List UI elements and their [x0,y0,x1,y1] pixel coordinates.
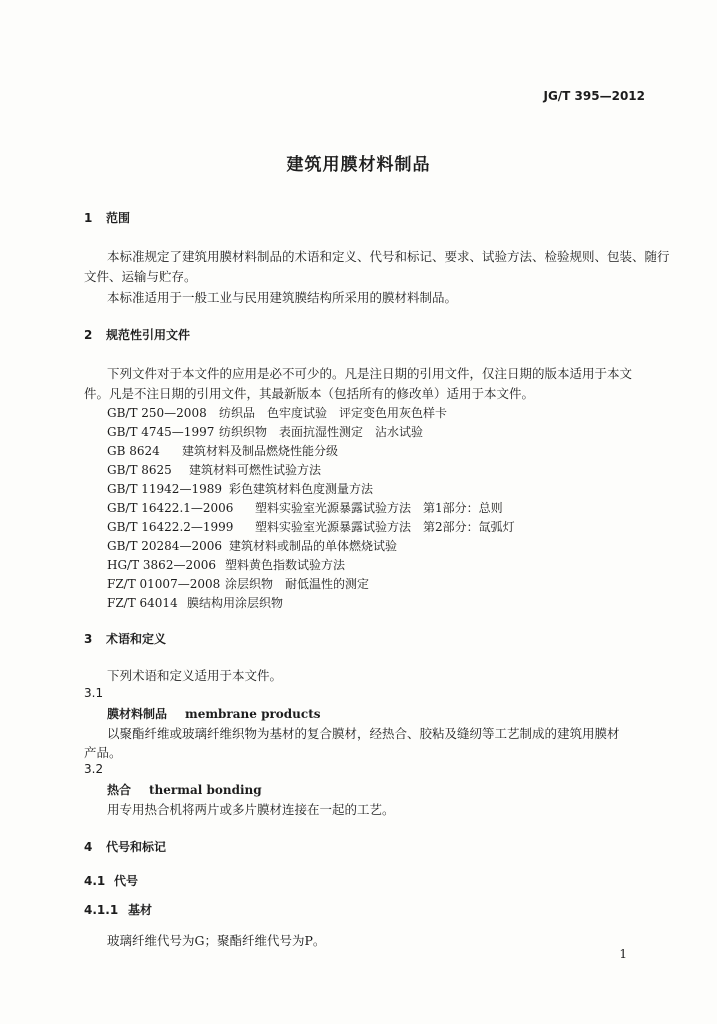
reference-code: GB/T 16422.1—2006 [107,501,234,515]
reference-item [107,423,423,440]
section-number: 4 [84,840,93,854]
reference-item [107,518,515,535]
section-title: 代号和标记 [106,840,167,854]
term-definition-line: 产品。 [84,745,122,760]
reference-item [107,556,345,573]
reference-title: 塑料实验室光源暴露试验方法 第1部分：总则 [255,501,503,515]
reference-item [107,442,338,459]
reference-title: 彩色建筑材料色度测量方法 [229,482,374,496]
subsection-number: 4.1 [84,874,106,888]
section-3-heading [84,630,166,647]
scope-paragraph-line: 文件、运输与贮存。 [84,269,197,284]
term-heading [107,781,262,798]
reference-title: 建筑材料及制品燃烧性能分级 [182,444,339,458]
reference-code: GB/T 16422.2—1999 [107,520,234,534]
reference-item [107,499,503,516]
term-definition: 用专用热合机将两片或多片膜材连接在一起的工艺。 [107,802,395,817]
reference-item [107,537,397,554]
term-definition-line: 以聚酯纤维或玻璃纤维织物为基材的复合膜材，经热合、胶粘及缝纫等工艺制成的建筑用膜材 [107,726,620,741]
reference-item [107,575,369,592]
reference-title: 建筑材料可燃性试验方法 [189,463,322,477]
section-title: 术语和定义 [106,632,167,646]
section-title: 范围 [106,211,131,225]
term-heading [107,705,321,722]
section-title: 规范性引用文件 [106,328,191,342]
reference-title: 塑料实验室光源暴露试验方法 第2部分：氙弧灯 [255,520,515,534]
term-chinese: 热合 [107,783,132,797]
reference-item [107,404,447,421]
standard-number: JG/T 395—2012 [543,89,645,103]
subsection-4-1-1-heading [84,901,152,918]
term-chinese: 膜材料制品 [107,707,168,721]
reference-code: GB 8624 [107,444,160,458]
reference-code: GB/T 20284—2006 [107,539,222,553]
reference-title: 建筑材料或制品的单体燃烧试验 [229,539,398,553]
term-english: membrane products [185,707,321,721]
page-number: 1 [619,947,627,961]
section-number: 2 [84,328,93,342]
reference-code: GB/T 4745—1997 [107,425,215,439]
section-1-heading [84,209,130,226]
term-english: thermal bonding [149,783,262,797]
scope-paragraph-line: 本标准规定了建筑用膜材料制品的术语和定义、代号和标记、要求、试验方法、检验规则、包装、随行 [107,249,670,264]
section-number: 3 [84,632,93,646]
reference-code: GB/T 8625 [107,463,172,477]
normative-intro-line: 下列文件对于本文件的应用是必不可少的。凡是注日期的引用文件，仅注日期的版本适用于本文 [107,366,633,381]
reference-title: 纺织品 色牢度试验 评定变色用灰色样卡 [219,406,448,420]
reference-code: FZ/T 01007—2008 [107,577,221,591]
reference-title: 塑料黄色指数试验方法 [225,558,346,572]
reference-code: FZ/T 64014 [107,596,178,610]
terms-intro: 下列术语和定义适用于本文件。 [107,668,283,683]
section-4-heading [84,838,166,855]
reference-title: 涂层织物 耐低温性的测定 [225,577,370,591]
reference-item [107,480,373,497]
section-2-heading [84,326,190,343]
reference-code: HG/T 3862—2006 [107,558,216,572]
subsection-title: 代号 [114,874,139,888]
section-number: 1 [84,211,93,225]
document-title: 建筑用膜材料制品 [286,155,431,175]
term-number: 3.1 [84,686,104,700]
reference-item [107,594,283,611]
subsection-title: 基材 [128,903,153,917]
reference-title: 膜结构用涂层织物 [187,596,284,610]
subsection-4-1-heading [84,872,138,889]
scope-paragraph: 本标准适用于一般工业与民用建筑膜结构所采用的膜材料制品。 [107,290,458,305]
reference-code: GB/T 250—2008 [107,406,207,420]
reference-code: GB/T 11942—1989 [107,482,222,496]
subsection-number: 4.1.1 [84,903,119,917]
term-number: 3.2 [84,762,104,776]
normative-intro-line: 件。凡是不注日期的引用文件，其最新版本（包括所有的修改单）适用于本文件。 [84,386,535,401]
reference-title: 纺织织物 表面抗湿性测定 沾水试验 [219,425,424,439]
substrate-code-text: 玻璃纤维代号为G；聚酯纤维代号为P。 [107,933,326,948]
reference-item [107,461,321,478]
